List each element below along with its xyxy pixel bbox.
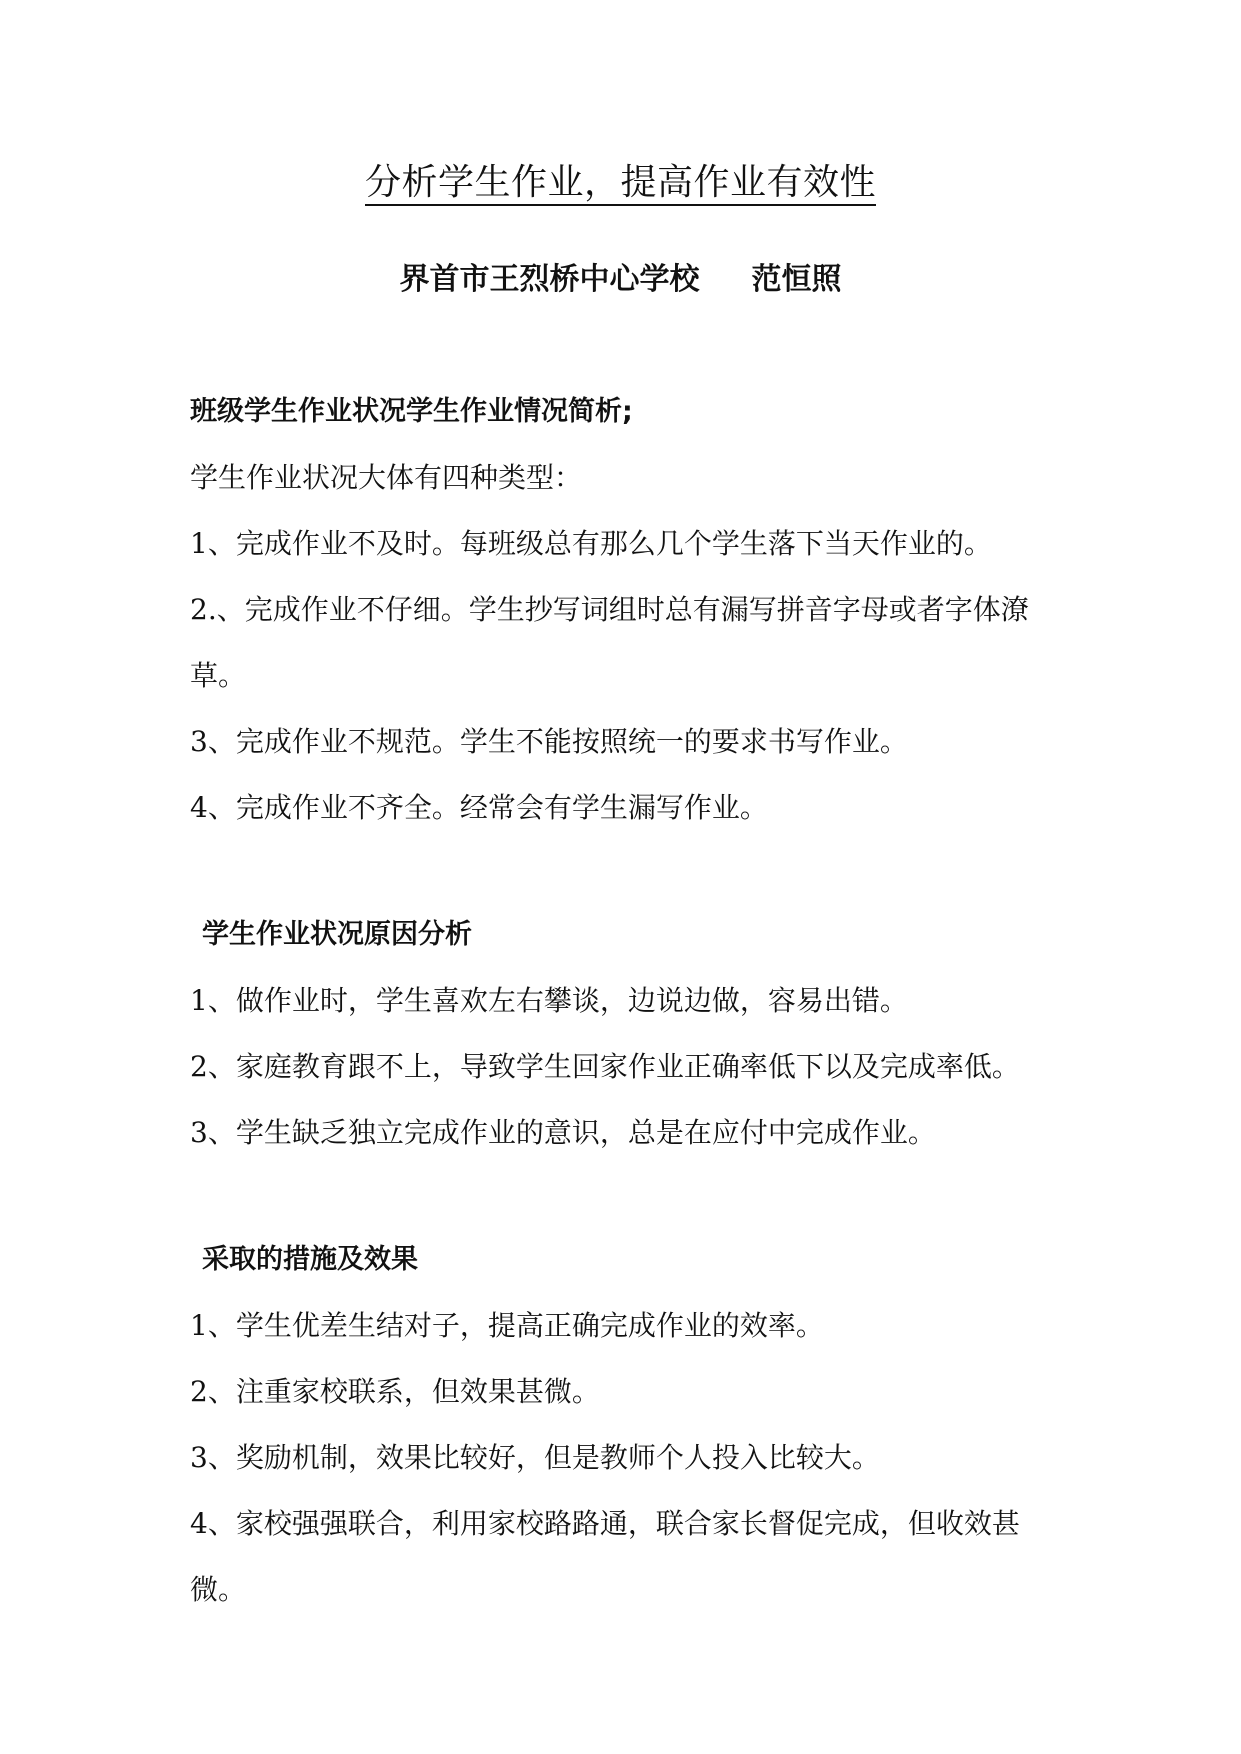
section3-item-4: 4、家校强强联合，利用家校路路通，联合家长督促完成，但收效甚 <box>190 1507 1020 1540</box>
section1-intro: 学生作业状况大体有四种类型： <box>190 461 583 494</box>
byline <box>0 260 1241 300</box>
section3-heading: 采取的措施及效果 <box>202 1244 418 1275</box>
school-name: 界首市王烈桥中心学校 <box>399 262 700 297</box>
section3-item-3: 3、奖励机制，效果比较好，但是教师个人投入比较大。 <box>190 1441 880 1474</box>
section3-item-1: 1、学生优差生结对子，提高正确完成作业的效率。 <box>190 1309 824 1342</box>
document-title-text: 分析学生作业，提高作业有效性 <box>365 162 876 206</box>
section2-item-3: 3、学生缺乏独立完成作业的意识，总是在应付中完成作业。 <box>190 1116 936 1149</box>
author-name: 范恒照 <box>751 262 842 297</box>
section1-heading: 班级学生作业状况学生作业情况简析; <box>190 396 633 427</box>
section2-item-2: 2、家庭教育跟不上，导致学生回家作业正确率低下以及完成率低。 <box>190 1050 1020 1083</box>
section1-item-3: 3、完成作业不规范。学生不能按照统一的要求书写作业。 <box>190 725 908 758</box>
section3-item-2: 2、注重家校联系，但效果甚微。 <box>190 1375 600 1408</box>
section2-heading: 学生作业状况原因分析 <box>202 919 472 950</box>
section1-item-4: 4、完成作业不齐全。经常会有学生漏写作业。 <box>190 791 768 824</box>
section2-item-1: 1、做作业时，学生喜欢左右攀谈，边说边做，容易出错。 <box>190 984 908 1017</box>
section1-item-2-cont: 草。 <box>190 659 247 692</box>
document-title <box>0 160 1241 206</box>
section3-item-4-cont: 微。 <box>190 1573 247 1606</box>
section1-item-1: 1、完成作业不及时。每班级总有那么几个学生落下当天作业的。 <box>190 527 992 560</box>
section1-item-2: 2.、完成作业不仔细。学生抄写词组时总有漏写拼音字母或者字体潦 <box>190 593 1029 626</box>
